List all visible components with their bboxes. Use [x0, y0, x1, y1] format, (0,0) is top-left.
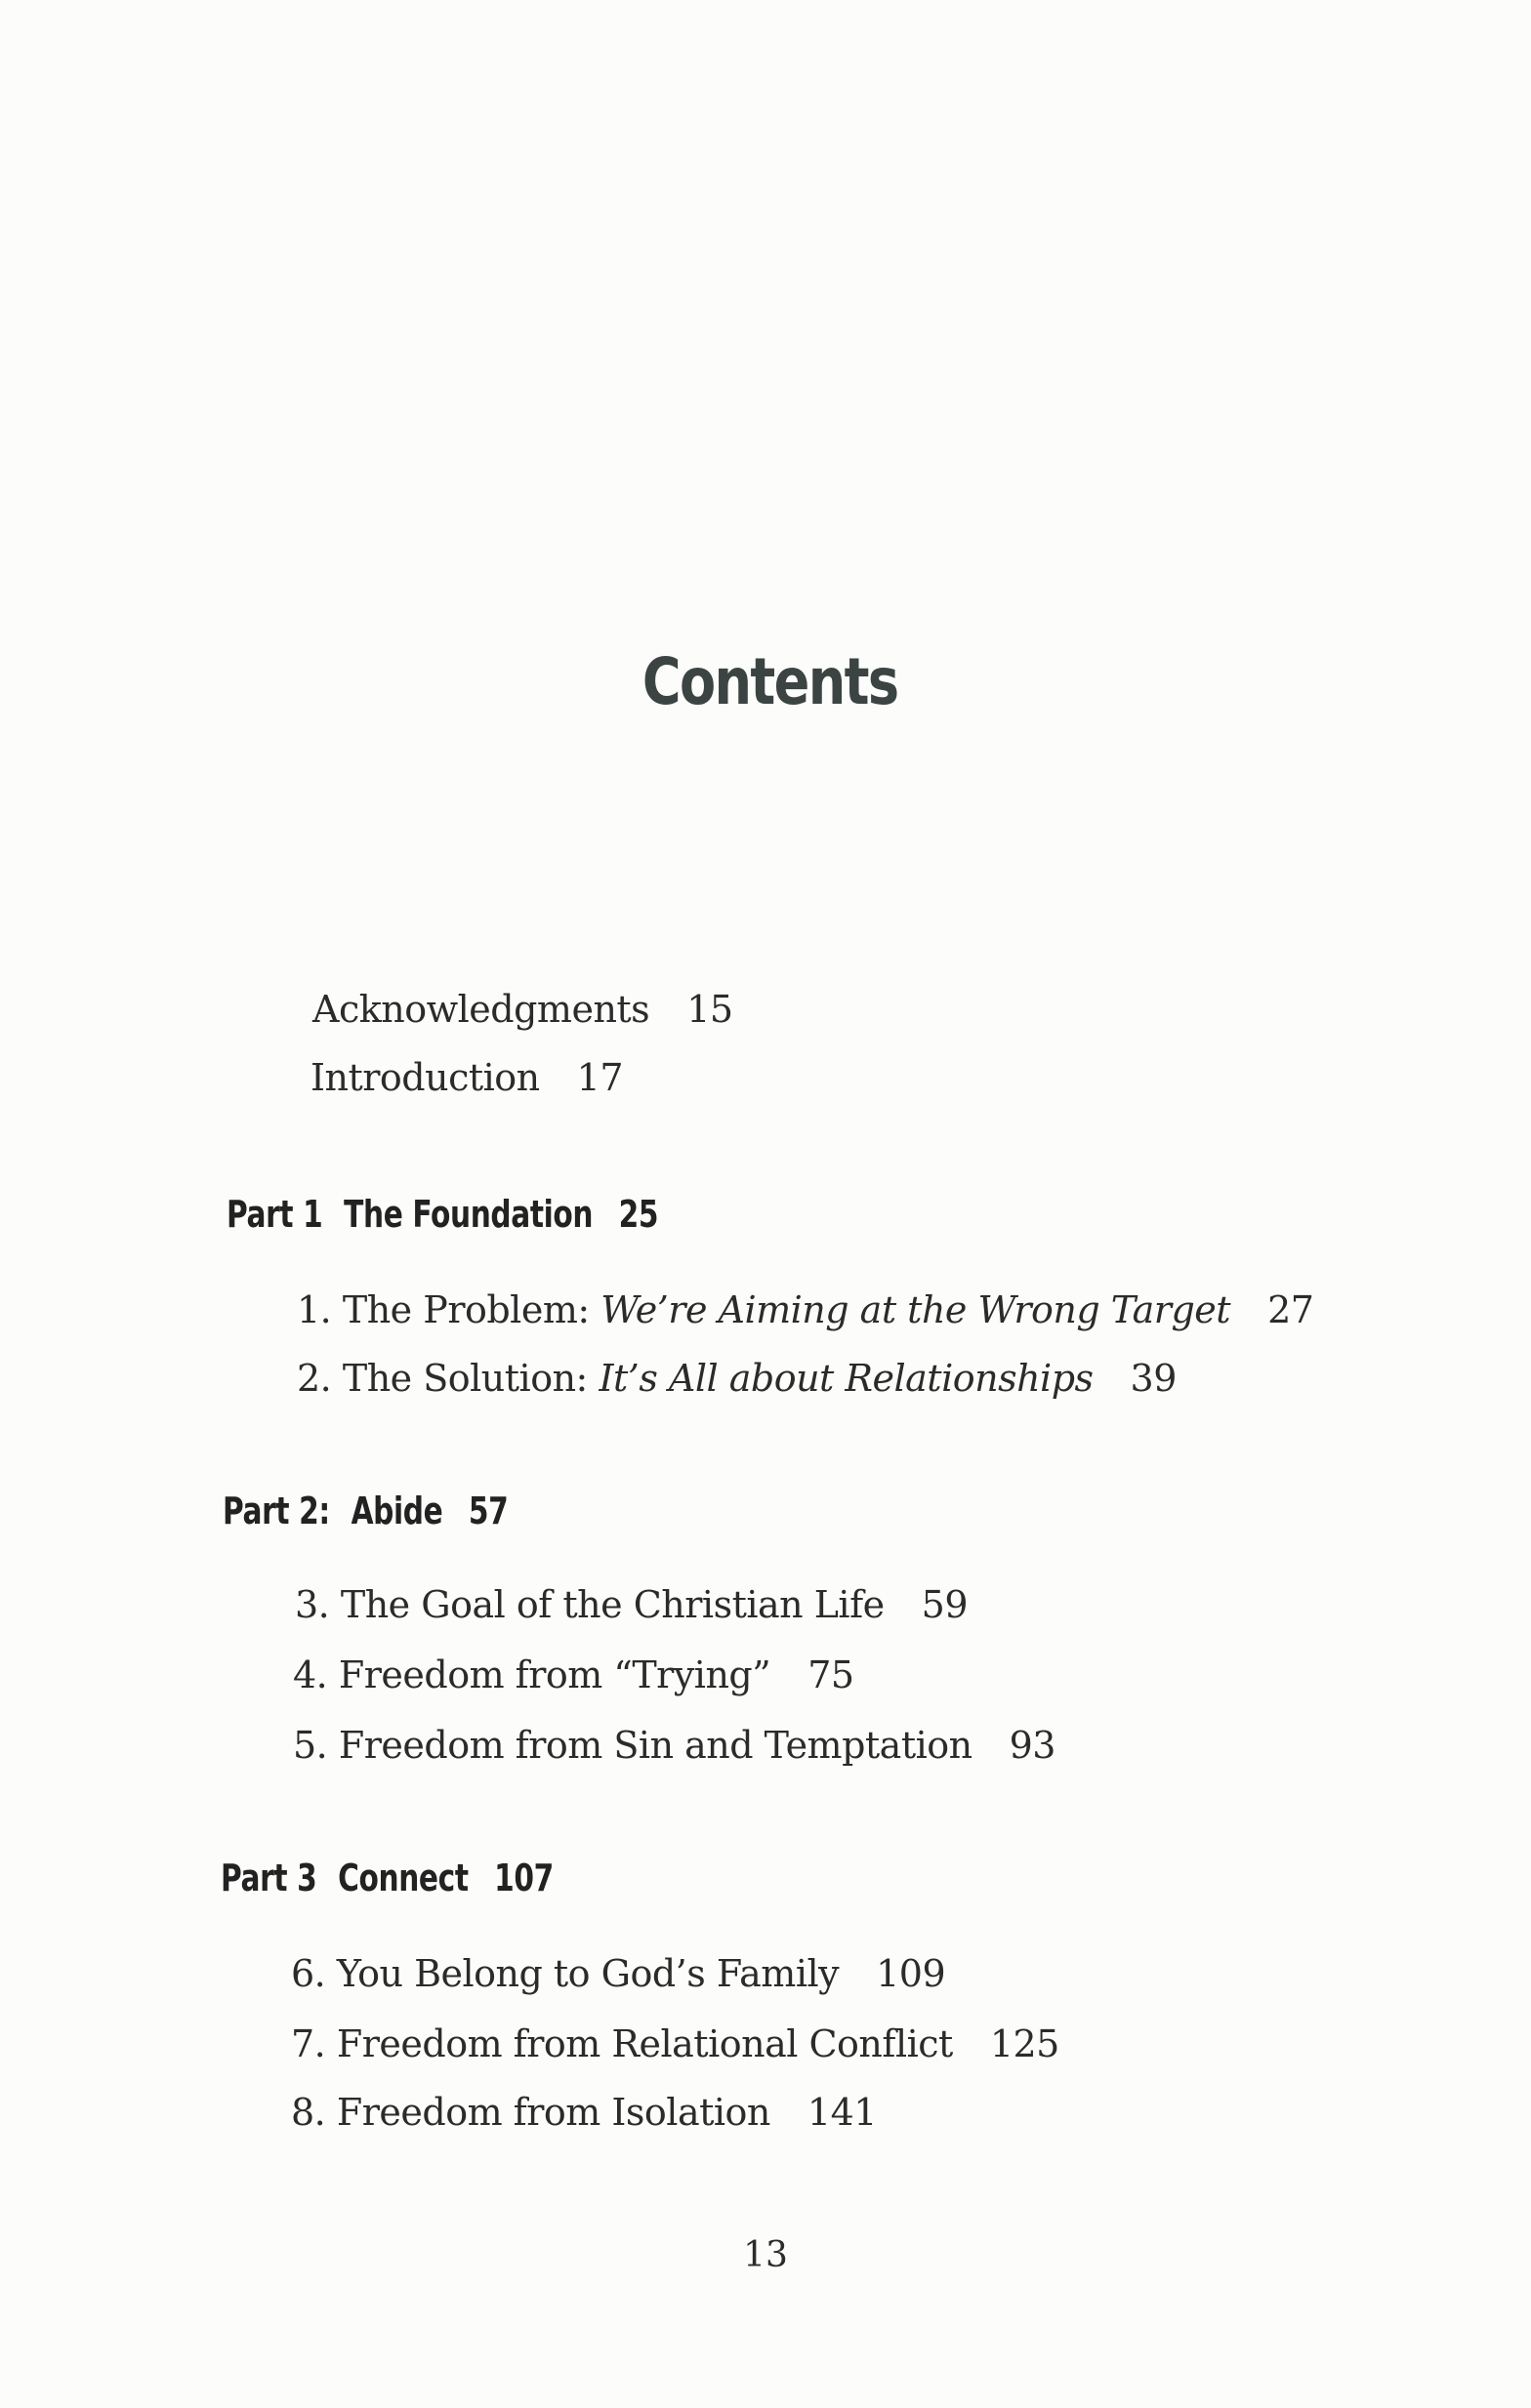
- toc-entry-label: Acknowledgments: [312, 988, 650, 1031]
- chapter-entry-3: [295, 1583, 968, 1626]
- chapter-page: 59: [921, 1583, 968, 1626]
- chapter-title: The Goal of the Christian Life: [340, 1583, 885, 1626]
- chapter-subtitle: We’re Aiming at the Wrong Target: [600, 1288, 1231, 1331]
- chapter-number: 3.: [295, 1583, 330, 1626]
- part-heading-2: [223, 1490, 508, 1532]
- page-number: 13: [743, 2235, 788, 2275]
- toc-entry-acknowledgments: [312, 988, 733, 1031]
- chapter-page: 93: [1009, 1724, 1055, 1767]
- chapter-page: 39: [1130, 1357, 1177, 1400]
- chapter-number: 6.: [291, 1952, 326, 1995]
- toc-entry-label: Introduction: [310, 1056, 540, 1099]
- chapter-title: Freedom from Isolation: [336, 2091, 770, 2134]
- part-page: 57: [468, 1490, 509, 1532]
- part-heading-3: [221, 1857, 554, 1899]
- chapter-number: 4.: [293, 1653, 328, 1696]
- toc-entry-introduction: [310, 1056, 623, 1099]
- chapter-entry-7: [291, 2022, 1059, 2065]
- chapter-entry-4: [293, 1653, 854, 1696]
- chapter-page: 125: [989, 2022, 1059, 2065]
- chapter-number: 1.: [297, 1288, 332, 1331]
- chapter-subtitle: It’s All about Relationships: [599, 1357, 1094, 1400]
- part-label: Part 2:: [223, 1490, 330, 1532]
- toc-entry-page: 15: [686, 988, 733, 1031]
- chapter-entry-1: [297, 1288, 1313, 1331]
- chapter-number: 2.: [297, 1357, 332, 1400]
- chapter-entry-6: [291, 1952, 945, 1995]
- chapter-entry-2: [297, 1357, 1177, 1400]
- chapter-page: 109: [876, 1952, 946, 1995]
- chapter-page: 141: [807, 2091, 877, 2134]
- part-title: Connect: [338, 1857, 469, 1899]
- chapter-title: Freedom from Relational Conflict: [336, 2022, 953, 2065]
- chapter-title: Freedom from Sin and Temptation: [338, 1724, 972, 1767]
- part-title: Abide: [351, 1490, 443, 1532]
- part-label: Part 3: [221, 1857, 317, 1899]
- chapter-number: 8.: [291, 2091, 326, 2134]
- part-page: 107: [494, 1857, 554, 1899]
- part-title: The Foundation: [344, 1193, 594, 1236]
- chapter-title: The Problem:: [342, 1288, 601, 1331]
- chapter-title: The Solution:: [342, 1357, 600, 1400]
- part-heading-1: [227, 1193, 658, 1236]
- chapter-title: Freedom from “Trying”: [338, 1653, 771, 1696]
- chapter-entry-5: [293, 1724, 1055, 1767]
- chapter-page: 75: [807, 1653, 854, 1696]
- toc-entry-page: 17: [576, 1056, 624, 1099]
- part-label: Part 1: [227, 1193, 323, 1236]
- part-page: 25: [618, 1193, 659, 1236]
- chapter-title: You Belong to God’s Family: [336, 1952, 840, 1995]
- chapter-page: 27: [1267, 1288, 1314, 1331]
- page-title: Contents: [641, 644, 898, 719]
- chapter-number: 5.: [293, 1724, 328, 1767]
- chapter-number: 7.: [291, 2022, 326, 2065]
- chapter-entry-8: [291, 2091, 877, 2134]
